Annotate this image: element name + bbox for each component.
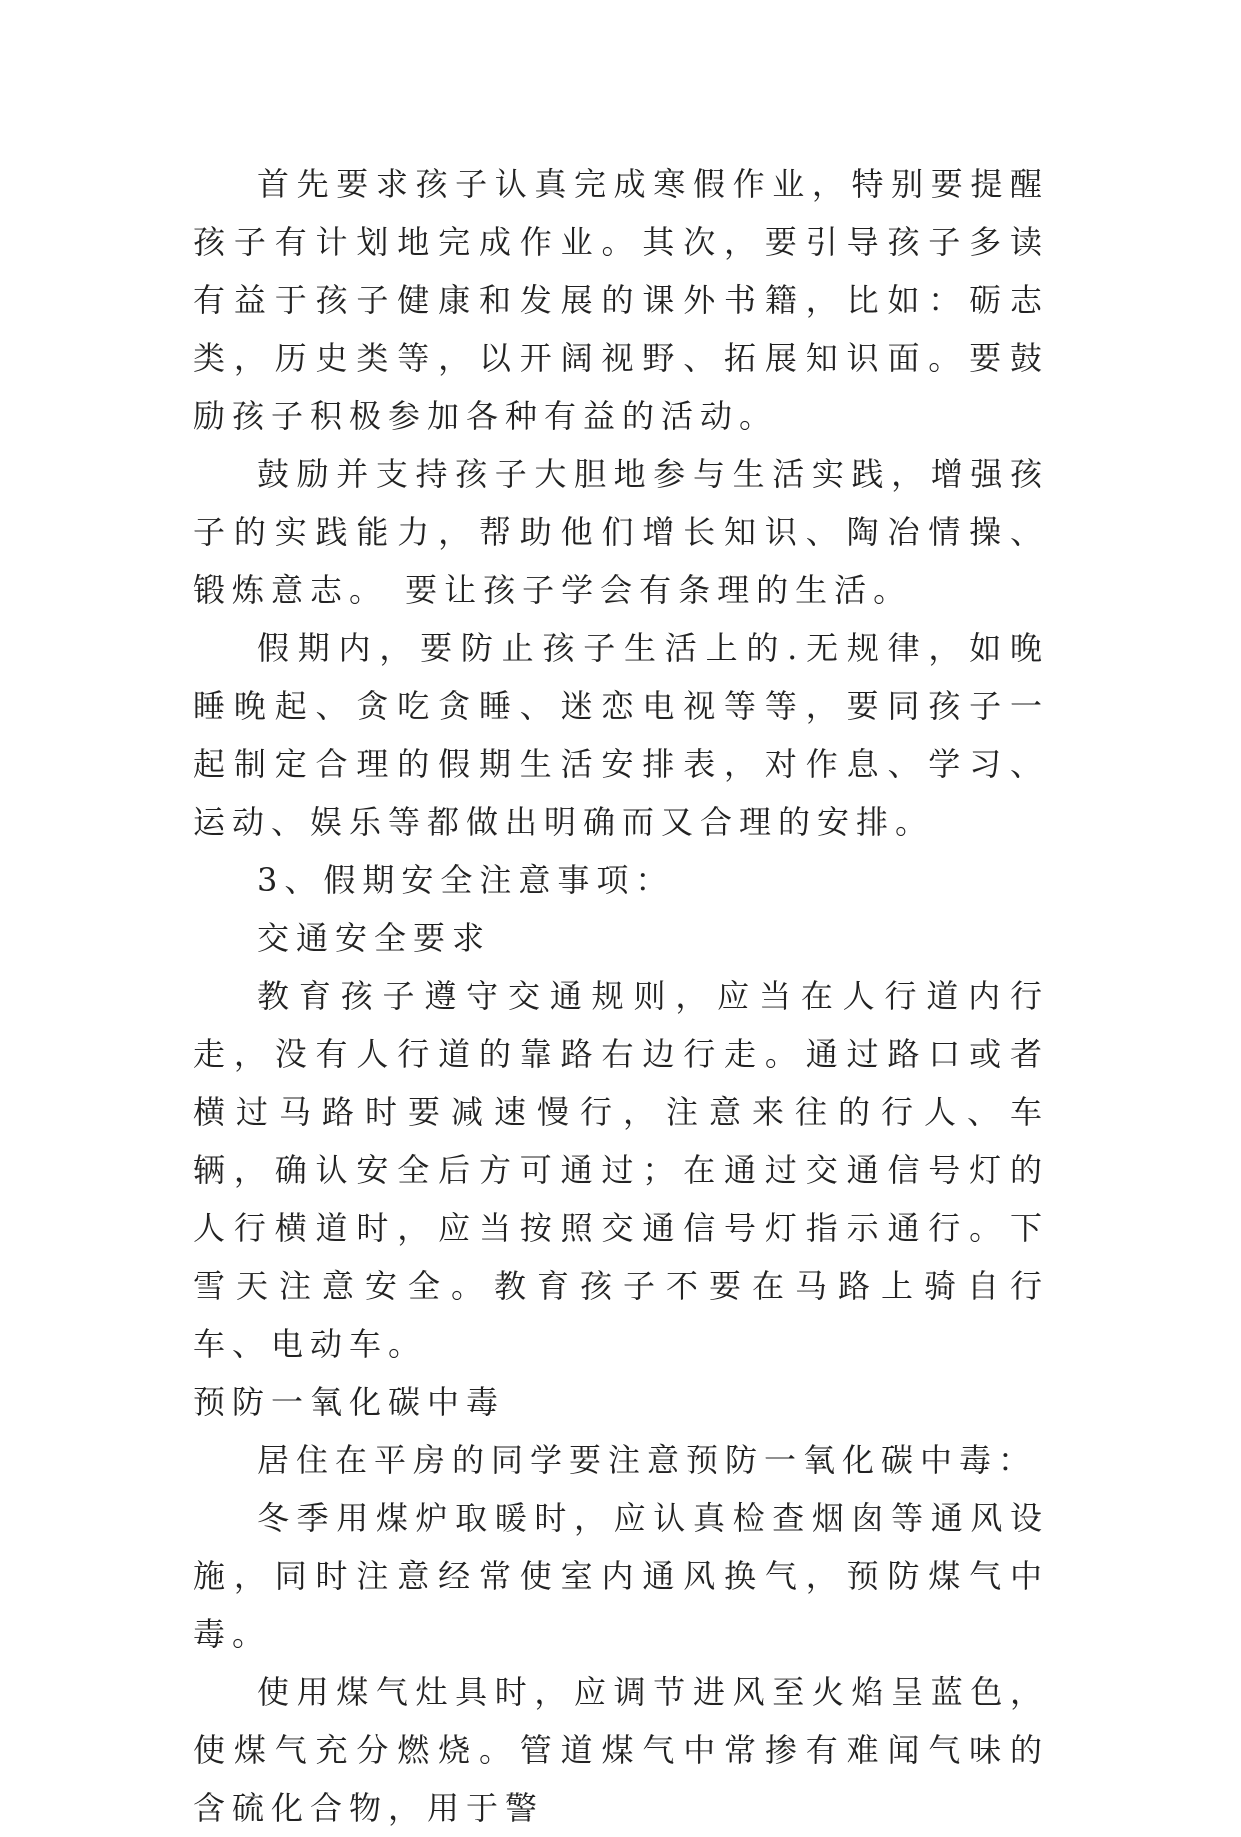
paragraph-gas-stove: 使用煤气灶具时，应调节进风至火焰呈蓝色，使煤气充分燃烧。管道煤气中常掺有难闻气味的含硫化合物，用于警 [193, 1673, 1049, 1827]
paragraph-bungalow: 居住在平房的同学要注意预防一氧化碳中毒： [257, 1441, 1038, 1479]
paragraph-coal-stove: 冬季用煤炉取暖时，应认真检查烟囱等通风设施，同时注意经常使室内通风换气，预防煤气中毒。 [193, 1499, 1049, 1653]
paragraph-practice: 鼓励并支持孩子大胆地参与生活实践，增强孩子的实践能力，帮助他们增长知识、陶冶情操、锻炼意志。 要让孩子学会有条理的生活。 [193, 455, 1049, 609]
paragraph-schedule: 假期内，要防止孩子生活上的.无规律，如晚睡晚起、贪吃贪睡、迷恋电视等等，要同孩子一起制定合理的假期生活安排表，对作息、学习、运动、娱乐等都做出明确而又合理的安排。 [193, 629, 1049, 841]
section-heading-safety: 3、假期安全注意事项： [257, 861, 675, 899]
paragraph-homework: 首先要求孩子认真完成寒假作业，特别要提醒孩子有计划地完成作业。其次，要引导孩子多读有益于孩子健康和发展的课外书籍，比如：砺志类，历史类等，以开阔视野、拓展知识面。要鼓励孩子积极参加各种有益的活动。 [193, 165, 1049, 435]
subheading-traffic: 交通安全要求 [257, 919, 492, 957]
document-body [193, 155, 1049, 1837]
paragraph-traffic: 教育孩子遵守交通规则，应当在人行道内行走，没有人行道的靠路右边行走。通过路口或者横过马路时要减速慢行，注意来往的行人、车辆，确认安全后方可通过；在通过交通信号灯的人行横道时，应当按照交通信号灯指示通行。下雪天注意安全。教育孩子不要在马路上骑自行车、电动车。 [193, 977, 1049, 1363]
subheading-carbon-monoxide: 预防一氧化碳中毒 [193, 1383, 506, 1421]
